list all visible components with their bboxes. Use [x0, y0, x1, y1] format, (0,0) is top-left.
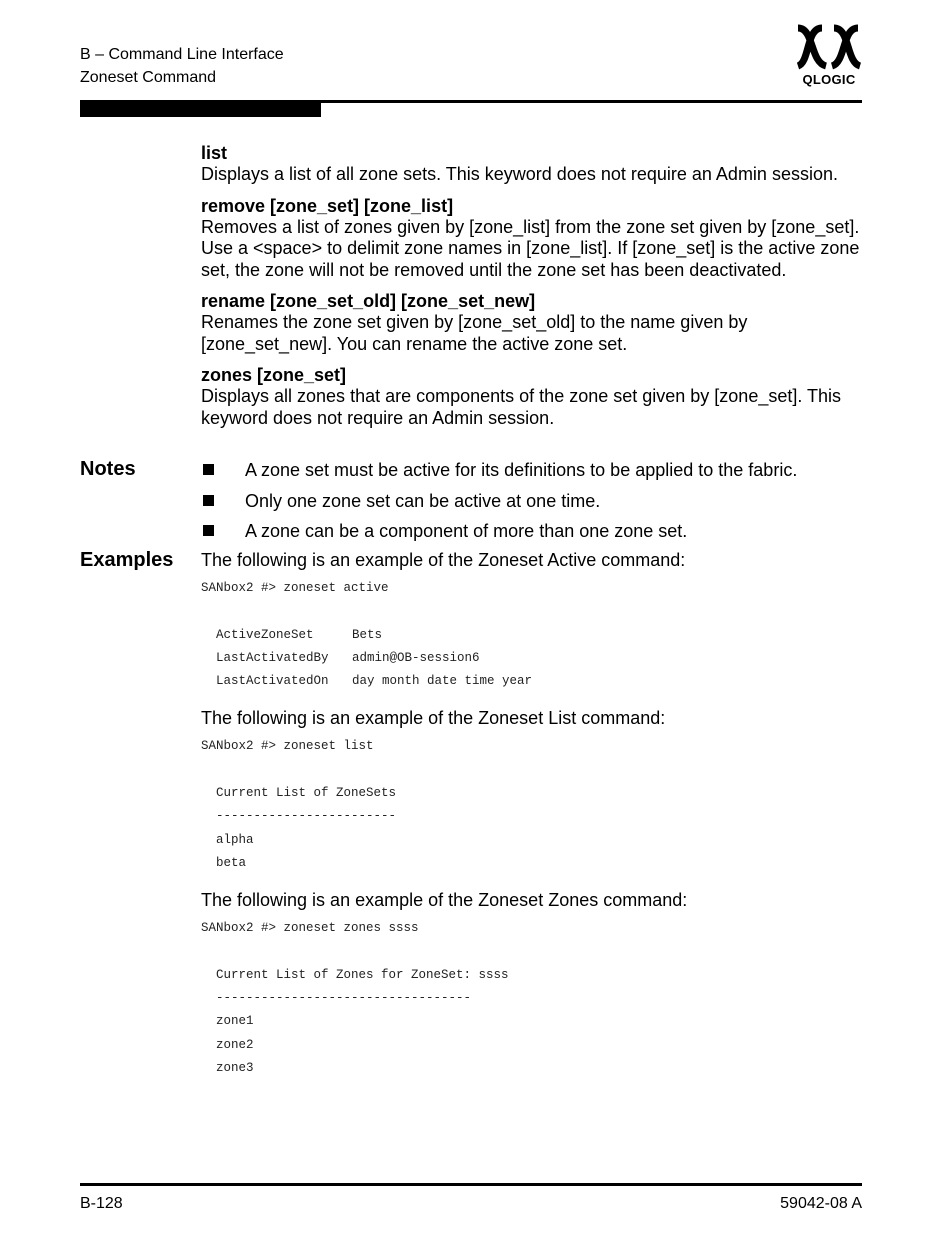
keyword-item — [201, 142, 863, 186]
examples-label: Examples — [80, 549, 174, 571]
code-block-zones — [201, 917, 863, 1080]
keyword-term: zones [zone_set] — [201, 365, 347, 385]
keyword-description: Renames the zone set given by [zone_set_old] to the name given by [zone_set_new]. You can rename the active zone set. — [201, 312, 748, 354]
footer-rule — [80, 1183, 862, 1186]
list-item — [201, 459, 863, 490]
list-item — [201, 520, 863, 551]
examples-section — [201, 549, 863, 1094]
keyword-description: Displays a list of all zone sets. This keyword does not require an Admin session. — [201, 164, 838, 184]
keyword-description: Displays all zones that are components of the zone set given by [zone_set]. This keyword does not require an Admin session. — [201, 386, 842, 428]
header-tab-bar — [80, 103, 321, 117]
keyword-term: rename [zone_set_old] [zone_set_new] — [201, 291, 536, 311]
example-intro: The following is an example of the Zoneset Active command: — [201, 550, 686, 570]
code-command: SANbox2 #> zoneset zones ssss — [201, 921, 419, 936]
bullet-square-icon — [203, 495, 214, 506]
bullet-square-icon — [203, 525, 214, 536]
keyword-item — [201, 290, 863, 355]
list-item — [201, 490, 863, 521]
code-row: LastActivatedBy admin@OB-session6 — [216, 650, 480, 665]
code-divider: ---------------------------------- — [216, 991, 472, 1006]
code-row: beta — [216, 855, 247, 870]
keyword-item — [201, 195, 863, 282]
header-section: Zoneset Command — [80, 69, 217, 86]
example-intro: The following is an example of the Zoneset List command: — [201, 708, 666, 729]
qlogic-logo — [794, 24, 864, 90]
code-command: SANbox2 #> zoneset active — [201, 581, 389, 595]
running-header — [80, 43, 284, 89]
note-text: A zone can be a component of more than one zone set. — [245, 521, 688, 541]
code-row: ActiveZoneSet Bets — [216, 627, 383, 642]
note-text: A zone set must be active for its definitions to be applied to the fabric. — [245, 460, 798, 480]
notes-list — [201, 459, 863, 551]
keyword-description: Removes a list of zones given by [zone_list] from the zone set given by [zone_set]. Use a <space> to delimit zone names in [zone_list]. If [zone_set] is the active zone set, the zone will not be removed until the zone set has been deactivated. — [201, 216, 860, 280]
code-block-active — [201, 577, 863, 693]
code-row: LastActivatedOn day month date time year — [216, 674, 533, 689]
code-block-list — [201, 735, 863, 875]
page-number: B-128 — [80, 1195, 123, 1212]
code-row: alpha — [216, 832, 254, 847]
header-chapter: B – Command Line Interface — [80, 46, 284, 63]
code-row: zone2 — [216, 1037, 254, 1052]
code-heading: Current List of Zones for ZoneSet: ssss — [216, 967, 509, 982]
example-intro: The following is an example of the Zoneset Zones command: — [201, 890, 688, 911]
code-command: SANbox2 #> zoneset list — [201, 739, 374, 754]
keyword-list — [201, 142, 863, 438]
bullet-square-icon — [203, 464, 214, 475]
logo-wordmark: QLOGIC — [802, 72, 856, 87]
keyword-term: remove [zone_set] [zone_list] — [201, 195, 454, 216]
code-row: zone3 — [216, 1061, 254, 1076]
document-number: 59042-08 A — [780, 1195, 862, 1212]
keyword-item — [201, 364, 863, 429]
note-text: Only one zone set can be active at one time. — [245, 490, 601, 511]
code-heading: Current List of ZoneSets — [216, 786, 397, 801]
code-divider: ------------------------ — [216, 809, 397, 824]
notes-label: Notes — [80, 458, 136, 480]
qlogic-logo-icon — [794, 24, 864, 70]
code-row: zone1 — [216, 1014, 254, 1029]
keyword-term: list — [201, 143, 228, 163]
